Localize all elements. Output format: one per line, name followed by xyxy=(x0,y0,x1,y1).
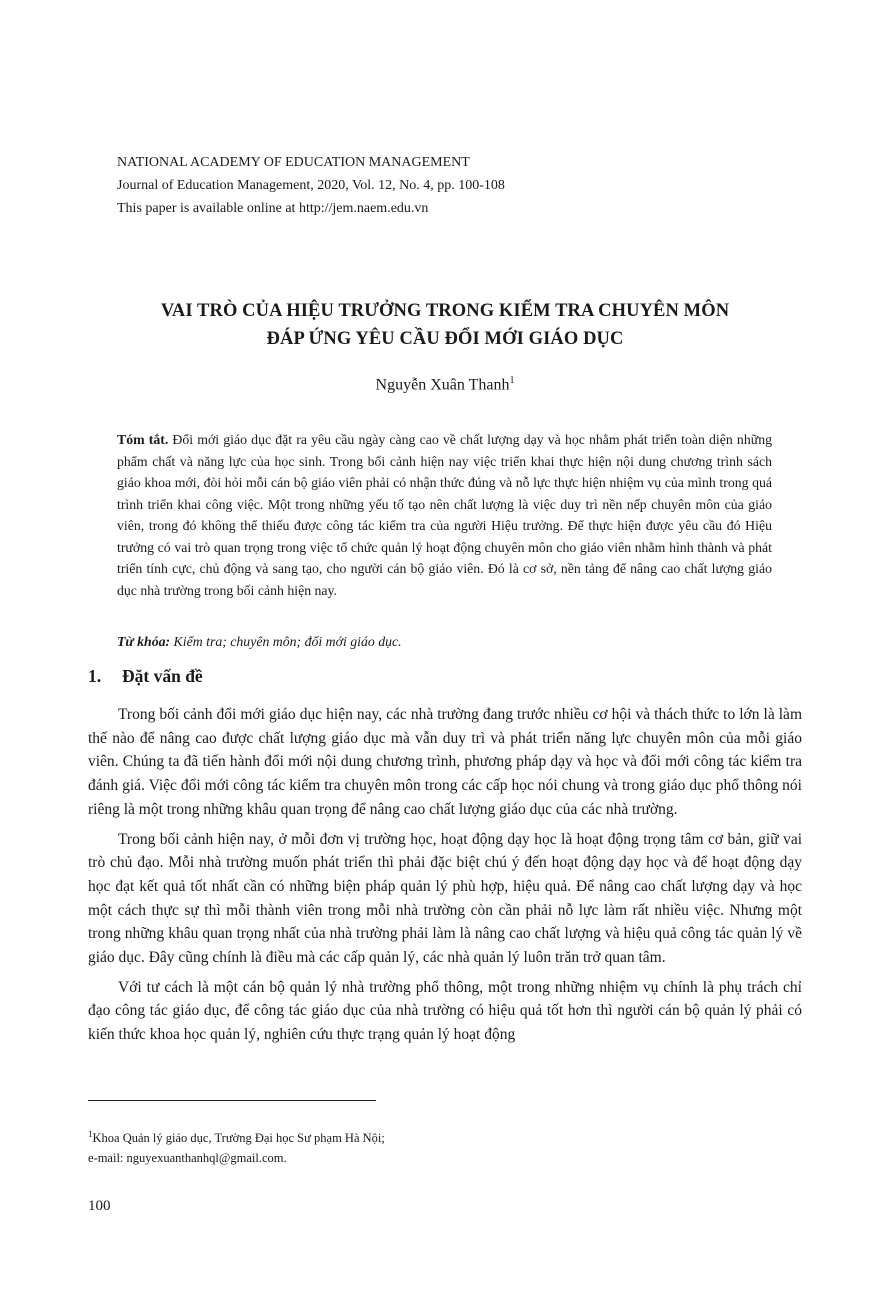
body-paragraph: Trong bối cảnh đổi mới giáo dục hiện nay, các nhà trường đang trước nhiều cơ hội và thách thức to lớn là làm thế nào để nâng cao được chất lượng giáo dục mà vẫn duy trì và phát triển năng lực chuyên môn của mỗi giáo viên. Chúng ta đã tiến hành đổi mới nội dung chương trình, phương pháp dạy và học và đổi mới công tác kiểm tra đánh giá. Việc đổi mới công tác kiểm tra chuyên môn trong các cấp học nói chung và trong giáo dục phổ thông nói riêng là một trong những khâu quan trọng để nâng cao chất lượng giáo dục của các nhà trường. xyxy=(88,706,802,818)
keywords-label: Từ khóa: xyxy=(117,634,171,649)
paper-title xyxy=(80,297,810,353)
journal-header xyxy=(117,151,737,220)
footnote-divider xyxy=(88,1100,376,1101)
institution-name: NATIONAL ACADEMY OF EDUCATION MANAGEMENT xyxy=(117,155,470,170)
footnote-affiliation: Khoa Quản lý giáo dục, Trường Đại học Sư phạm Hà Nội; xyxy=(92,1131,385,1146)
keywords xyxy=(117,634,772,650)
journal-citation: Journal of Education Management, 2020, Vol. 12, No. 4, pp. 100-108 xyxy=(117,178,505,193)
author-line xyxy=(80,375,810,394)
section-number: 1. xyxy=(88,666,102,686)
footnote-mark: 1 xyxy=(88,1129,93,1139)
abstract-label: Tóm tắt. xyxy=(117,432,169,447)
page-number: 100 xyxy=(88,1198,111,1214)
abstract xyxy=(117,429,772,601)
section-title: Đặt vấn đề xyxy=(122,666,203,686)
title-line-2: ĐÁP ỨNG YÊU CẦU ĐỔI MỚI GIÁO DỤC xyxy=(266,329,624,349)
title-line-1: VAI TRÒ CỦA HIỆU TRƯỞNG TRONG KIỂM TRA CHUYÊN MÔN xyxy=(160,301,730,321)
abstract-text: Đổi mới giáo dục đặt ra yêu cầu ngày càng cao về chất lượng dạy và học nhằm phát triển toàn diện những phẩm chất và năng lực của học sinh. Trong bối cảnh hiện nay việc triển khai thực hiện nội dung chương trình sách giáo khoa mới, đòi hỏi mỗi cán bộ giáo viên phải có nhận thức đúng và nỗ lực thực hiện nhiệm vụ của mình trong quá trình triển khai công việc. Một trong những yếu tố tạo nên chất lượng là việc duy trì nền nếp chuyên môn của giáo viên, trong đó không thể thiếu được công tác kiểm tra của người Hiệu trưởng. Để thực hiện được yêu cầu đó Hiệu trưởng có vai trò quan trọng trong việc tổ chức quản lý hoạt động chuyên môn cho giáo viên nhằm hình thành và phát triển tính cực, chủ động và sang tạo, cho người cán bộ giáo viên. Đó là cơ sở, nền tảng để nâng cao chất lượng giáo dục nhà trường trong bối cảnh hiện nay. xyxy=(117,432,772,598)
author-footnote-mark: 1 xyxy=(509,375,515,386)
body-paragraph: Với tư cách là một cán bộ quản lý nhà trường phổ thông, một trong những nhiệm vụ chính là phụ trách chỉ đạo công tác giáo dục, để công tác giáo dục của nhà trường có hiệu quả tốt hơn thì người cán bộ quản lý phải có kiến thức khoa học quản lý, nghiên cứu thực trạng quản lý hoạt động xyxy=(88,978,802,1044)
footnote xyxy=(88,1124,688,1168)
body-text xyxy=(88,703,802,1053)
online-availability: This paper is available online at http://jem.naem.edu.vn xyxy=(117,201,429,216)
section-heading xyxy=(88,666,203,687)
keywords-text: Kiểm tra; chuyên môn; đổi mới giáo dục. xyxy=(170,634,402,649)
footnote-email: e-mail: nguyexuanthanhql@gmail.com. xyxy=(88,1151,287,1166)
body-paragraph: Trong bối cảnh hiện nay, ở mỗi đơn vị trường học, hoạt động dạy học là hoạt động trọng tâm cơ bản, giữ vai trò chủ đạo. Mỗi nhà trường muốn phát triển thì phải đặc biệt chú ý đến hoạt động dạy học và để hoạt động dạy học đạt kết quả tốt nhất cần có những biện pháp quản lý phù hợp, hiệu quả. Để nâng cao chất lượng dạy và học một cách thực sự thì mỗi thành viên trong mỗi nhà trường còn cần phải nỗ lực làm rất nhiều việc. Nhưng một trong những khâu quan trọng nhất của nhà trường phải làm là nâng cao chất lượng và hiệu quả công tác quản lý về giáo dục. Đây cũng chính là điều mà các cấp quản lý, các nhà quản lý luôn trăn trở quan tâm. xyxy=(88,830,802,967)
author-name: Nguyễn Xuân Thanh xyxy=(375,376,510,394)
